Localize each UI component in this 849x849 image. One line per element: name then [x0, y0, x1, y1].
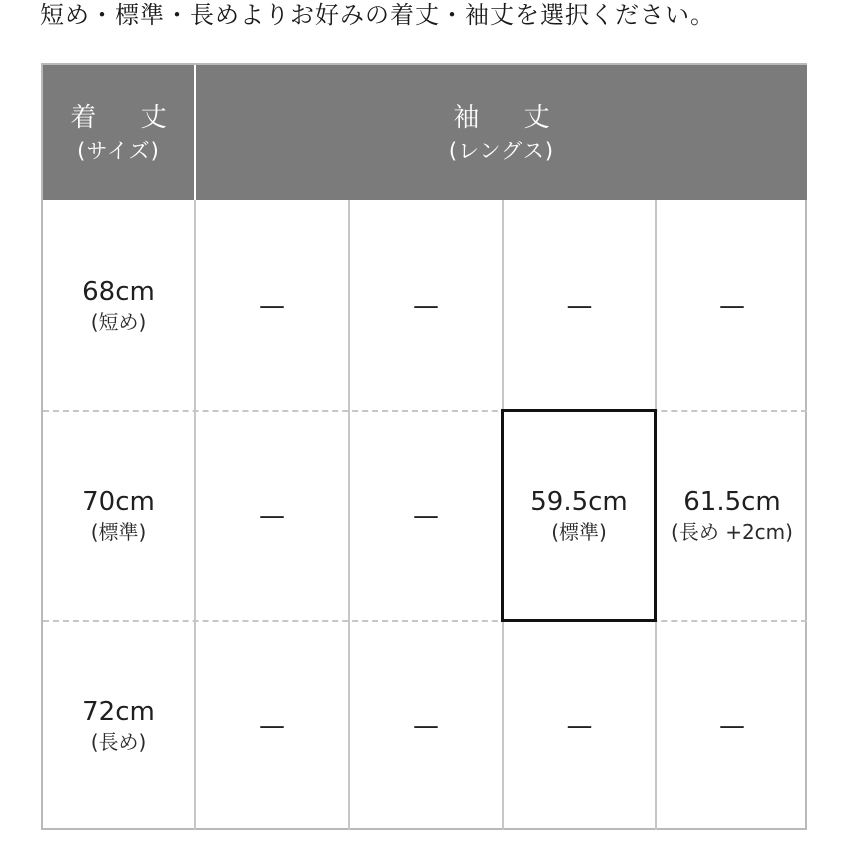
unavailable-dash: —	[259, 291, 285, 321]
sleeve-cell[interactable]	[196, 202, 348, 410]
size-value: 68cm	[82, 277, 155, 307]
sleeve-cell[interactable]	[504, 622, 655, 830]
sleeve-note: (標準)	[551, 519, 607, 544]
sleeve-note: (長め +2cm)	[671, 520, 793, 544]
sleeve-cell[interactable]	[350, 412, 502, 620]
size-cell-70	[43, 412, 194, 620]
unavailable-dash: —	[566, 291, 593, 321]
size-note: (長め)	[90, 730, 147, 754]
unavailable-dash: —	[566, 711, 593, 741]
sleeve-cell[interactable]	[657, 622, 807, 830]
unavailable-dash: —	[259, 501, 285, 531]
sleeve-value: 59.5cm	[530, 486, 628, 517]
unavailable-dash: —	[413, 501, 439, 531]
sleeve-cell[interactable]	[504, 202, 655, 410]
size-value: 72cm	[82, 697, 155, 727]
size-chart-table	[41, 63, 807, 830]
sleeve-value: 61.5cm	[683, 487, 781, 517]
unavailable-dash: —	[259, 711, 285, 741]
header-length	[43, 65, 194, 200]
sleeve-cell[interactable]	[196, 412, 348, 620]
header-sleeve-sub: (レングス)	[448, 138, 555, 163]
header-length-sub: (サイズ)	[77, 138, 160, 163]
header-length-title: 着 丈	[70, 102, 185, 133]
sleeve-cell[interactable]	[657, 412, 807, 620]
header-sleeve	[196, 65, 807, 200]
sleeve-cell[interactable]	[350, 202, 502, 410]
size-note: (短め)	[90, 310, 147, 334]
size-cell-68	[43, 202, 194, 410]
sleeve-cell[interactable]	[350, 622, 502, 830]
size-note: (標準)	[90, 520, 147, 544]
sleeve-cell[interactable]	[657, 202, 807, 410]
header-sleeve-title: 袖 丈	[453, 102, 568, 133]
sleeve-cell[interactable]	[196, 622, 348, 830]
unavailable-dash: —	[413, 291, 439, 321]
unavailable-dash: —	[413, 711, 439, 741]
size-cell-72	[43, 622, 194, 830]
sleeve-cell-selected[interactable]	[501, 409, 657, 622]
unavailable-dash: —	[719, 291, 745, 321]
unavailable-dash: —	[719, 711, 745, 741]
size-value: 70cm	[82, 487, 155, 517]
instruction-text: 短め・標準・長めよりお好みの着丈・袖丈を選択ください。	[40, 1, 715, 29]
